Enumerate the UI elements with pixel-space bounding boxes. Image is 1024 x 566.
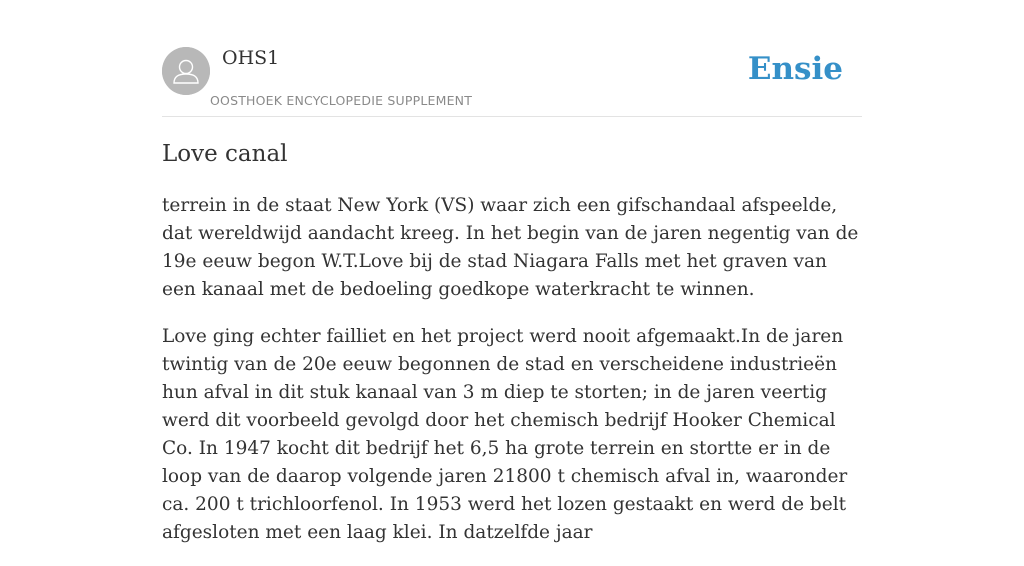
avatar[interactable]	[162, 47, 210, 95]
article-paragraph: terrein in de staat New York (VS) waar zich een gifschandaal afspeelde, dat wereldwijd aandacht kreeg. In het begin van de jaren negentig van de 19e eeuw begon W.T.Love bij de stad Niagara Falls met het graven van een kanaal met de bedoeling goedkope waterkracht te winnen.	[162, 195, 859, 300]
brand-logo[interactable]: Ensie	[747, 51, 843, 87]
source-subtitle[interactable]: OOSTHOEK ENCYCLOPEDIE SUPPLEMENT	[210, 93, 473, 108]
article-body	[162, 192, 862, 566]
page-container	[162, 0, 862, 543]
article-title: Love canal	[162, 141, 288, 167]
header	[162, 0, 862, 117]
article-paragraph: Love ging echter failliet en het project werd nooit afgemaakt.In de jaren twintig van de 20e eeuw begonnen de stad en verscheidene industrieën hun afval in dit stuk kanaal van 3 m diep te storten; in de jaren veertig werd dit voorbeeld gevolgd door het chemisch bedrijf Hooker Chemical Co. In 1947 kocht dit bedrijf het 6,5 ha grote terrein en stortte er in de loop van de daarop volgende jaren 21800 t chemisch afval in, waaronder ca. 200 t trichloorfenol. In 1953 werd het lozen gestaakt en werd de belt afgesloten met een laag klei. In datzelfde jaar	[162, 326, 848, 543]
user-icon	[162, 47, 210, 95]
username[interactable]: OHS1	[222, 47, 280, 69]
